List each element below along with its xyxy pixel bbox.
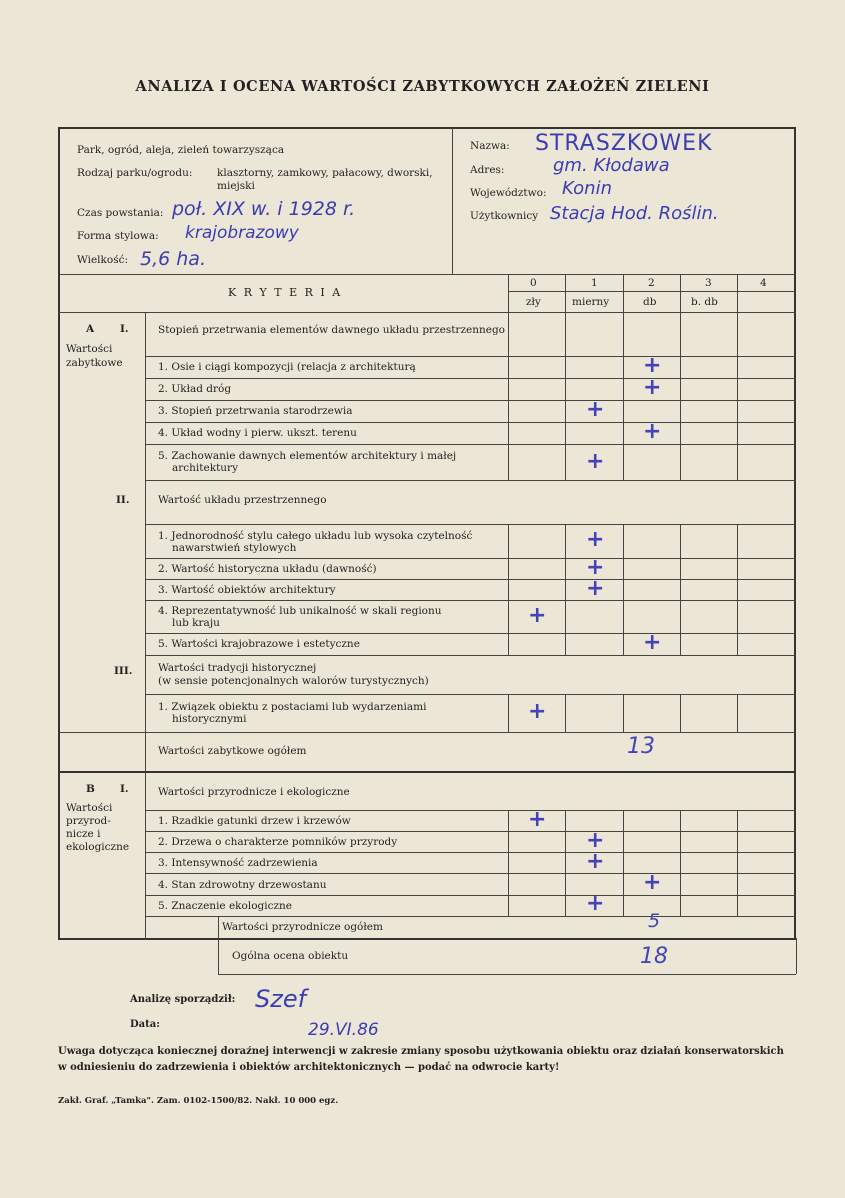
data-label: Data:: [130, 1019, 160, 1030]
item-b1-4: 4. Stan zdrowotny drzewostanu: [158, 879, 327, 891]
col-line-0a: [508, 274, 509, 356]
row-line: [145, 852, 796, 853]
col-line: [623, 694, 624, 732]
item-a2-1b: nawarstwień stylowych: [172, 542, 297, 554]
kryteria-label: K R Y T E R I A: [228, 286, 343, 299]
score-mark: +: [643, 353, 662, 378]
row-line: [145, 831, 796, 832]
col-line-4a: [737, 274, 738, 356]
section-a-total-value: 13: [627, 734, 655, 759]
forma-value: krajobrazowy: [185, 223, 299, 243]
item-b1-5: 5. Znaczenie ekologiczne: [158, 900, 293, 912]
row-line: [145, 916, 796, 917]
group-a1-title: Stopień przetrwania elementów dawnego układu przestrzennego: [158, 324, 505, 336]
section-b-total-value: 5: [648, 910, 661, 932]
section-a-total-label: Wartości zabytkowe ogółem: [158, 745, 307, 757]
rodzaj-options: klasztorny, zamkowy, pałacowy, dworski,: [217, 167, 433, 179]
col-line: [565, 356, 566, 480]
group-a2-roman: II.: [116, 494, 130, 506]
item-a1-4: 4. Układ wodny i pierw. ukszt. terenu: [158, 427, 357, 439]
czas-value: poł. XIX w. i 1928 r.: [172, 198, 356, 220]
item-a1-3: 3. Stopień przetrwania starodrzewia: [158, 405, 353, 417]
col-line: [565, 694, 566, 732]
item-b1-3: 3. Intensywność zadrzewienia: [158, 857, 318, 869]
wojewodztwo-value: Konin: [562, 178, 612, 199]
col-line: [508, 356, 509, 480]
scale-2-word: db: [643, 296, 657, 308]
overall-left-line: [218, 916, 219, 974]
uzytkownicy-value: Stacja Hod. Roślin.: [550, 203, 719, 224]
signature: Szef: [255, 985, 307, 1013]
score-mark: +: [586, 527, 605, 552]
score-mark: +: [586, 576, 605, 601]
section-b-name-2: przyrod-: [66, 815, 111, 827]
scale-0-num: 0: [530, 277, 537, 289]
overall-value: 18: [640, 944, 668, 969]
scale-1-num: 1: [591, 277, 598, 289]
wielkosc-label: Wielkość:: [77, 254, 129, 266]
col-line: [565, 524, 566, 655]
overall-right-line: [796, 938, 797, 974]
row-line: [145, 873, 796, 874]
row-line: [145, 444, 796, 445]
nazwa-label: Nazwa:: [470, 140, 510, 152]
group-a3-title-2: (w sensie potencjonalnych walorów turystycznych): [158, 675, 429, 687]
adres-label: Adres:: [470, 164, 505, 176]
score-mark: +: [528, 603, 547, 628]
col-line: [623, 524, 624, 655]
analiza-label: Analizę sporządził:: [130, 994, 236, 1005]
form-title: ANALIZA I OCENA WARTOŚCI ZABYTKOWYCH ZAŁOŻEŃ ZIELENI: [135, 78, 710, 95]
nazwa-value: STRASZKOWEK: [535, 131, 713, 156]
col-line: [623, 810, 624, 916]
scale-3-word: b. db: [691, 296, 718, 308]
row-line: [145, 378, 796, 379]
col-line: [680, 694, 681, 732]
section-separator: [58, 771, 796, 773]
col-line: [508, 694, 509, 732]
kryteria-bottom-line: [58, 312, 796, 313]
scale-3-num: 3: [705, 277, 712, 289]
row-line: [145, 810, 796, 811]
item-a3-1b: historycznymi: [172, 713, 247, 725]
col-line: [680, 356, 681, 480]
czas-label: Czas powstania:: [77, 207, 164, 219]
overall-bottom-line: [218, 974, 796, 975]
rodzaj-label: Rodzaj parku/ogrodu:: [77, 167, 193, 179]
row-line: [145, 694, 796, 695]
score-mark: +: [586, 397, 605, 422]
item-a2-2: 2. Wartość historyczna układu (dawność): [158, 563, 377, 575]
col-line: [565, 810, 566, 916]
row-line: [145, 356, 796, 357]
col-line: [737, 810, 738, 916]
section-b-total-label: Wartości przyrodnicze ogółem: [222, 921, 383, 933]
scale-0-word: zły: [526, 296, 541, 308]
row-line: [58, 732, 796, 733]
scale-1-word: mierny: [572, 296, 610, 308]
section-b-roman: I.: [120, 783, 129, 795]
row-line: [145, 400, 796, 401]
score-mark: +: [643, 870, 662, 895]
section-a-name-1: Wartości: [66, 343, 113, 355]
row-line: [145, 633, 796, 634]
col-line: [737, 694, 738, 732]
note-line-2: w odniesieniu do zadrzewienia i obiektów architektonicznych — podać na odwrocie karty!: [58, 1062, 560, 1073]
section-a-roman: I.: [120, 323, 129, 335]
kryteria-top-line: [58, 274, 796, 275]
overall-label: Ogólna ocena obiektu: [232, 950, 349, 962]
adres-value: gm. Kłodawa: [553, 155, 670, 176]
score-mark: +: [643, 630, 662, 655]
rodzaj-options-2: miejski: [217, 180, 255, 192]
scale-4-num: 4: [760, 277, 767, 289]
item-a3-1: 1. Związek obiektu z postaciami lub wydarzeniami: [158, 701, 427, 713]
col-line: [623, 356, 624, 480]
scale-2-num: 2: [648, 277, 655, 289]
row-line: [145, 579, 796, 580]
item-a2-4: 4. Reprezentatywność lub unikalność w skali regionu: [158, 605, 442, 617]
item-a2-5: 5. Wartości krajobrazowe i estetyczne: [158, 638, 360, 650]
row-line: [145, 422, 796, 423]
score-mark: +: [586, 449, 605, 474]
section-b-name-4: ekologiczne: [66, 841, 130, 853]
item-a1-5b: architektury: [172, 462, 239, 474]
print-info: Zakł. Graf. „Tamka". Zam. 0102-1500/82. Nakł. 10 000 egz.: [58, 1096, 339, 1106]
item-a1-2: 2. Układ dróg: [158, 383, 232, 395]
col-line: [737, 356, 738, 480]
group-a3-title-1: Wartości tradycji historycznej: [158, 662, 317, 674]
section-b-letter: B: [86, 783, 95, 795]
group-b1-title: Wartości przyrodnicze i ekologiczne: [158, 786, 350, 798]
row-line: [145, 895, 796, 896]
col-line: [680, 810, 681, 916]
score-mark: +: [586, 828, 605, 853]
row-line: [145, 524, 796, 525]
col-line-3a: [680, 274, 681, 356]
data-value: 29.VI.86: [308, 1020, 379, 1040]
col-line: [508, 810, 509, 916]
col-line: [508, 524, 509, 655]
item-b1-2: 2. Drzewa o charakterze pomników przyrody: [158, 836, 398, 848]
col-line: [737, 524, 738, 655]
item-a2-3: 3. Wartość obiektów architektury: [158, 584, 336, 596]
section-a-name-2: zabytkowe: [66, 357, 123, 369]
row-line: [145, 655, 796, 656]
item-a2-4b: lub kraju: [172, 617, 220, 629]
group-a2-title: Wartość układu przestrzennego: [158, 494, 327, 506]
col-line: [680, 524, 681, 655]
col-line-1a: [565, 274, 566, 356]
wojewodztwo-label: Województwo:: [470, 187, 547, 199]
park-type-label: Park, ogród, aleja, zieleń towarzysząca: [77, 144, 285, 156]
item-a1-1: 1. Osie i ciągi kompozycji (relacja z architekturą: [158, 361, 416, 373]
section-b-name-1: Wartości: [66, 802, 113, 814]
score-mark: +: [586, 849, 605, 874]
score-mark: +: [643, 419, 662, 444]
uzytkownicy-label: Użytkownicy: [470, 210, 539, 222]
category-divider: [145, 312, 146, 940]
header-divider: [452, 128, 453, 274]
item-b1-1: 1. Rzadkie gatunki drzew i krzewów: [158, 815, 351, 827]
note-line-1: Uwaga dotycząca koniecznej doraźnej interwencji w zakresie zmiany sposobu użytkowania obiektu oraz działań konserwatorskich: [58, 1046, 784, 1057]
score-mark: +: [586, 891, 605, 916]
forma-label: Forma stylowa:: [77, 230, 159, 242]
wielkosc-value: 5,6 ha.: [140, 248, 206, 270]
score-mark: +: [528, 807, 547, 832]
item-a2-1: 1. Jednorodność stylu całego układu lub wysoka czytelność: [158, 530, 473, 542]
kryteria-mid-line: [508, 291, 796, 292]
row-line: [145, 480, 796, 481]
row-line: [145, 558, 796, 559]
score-mark: +: [528, 699, 547, 724]
group-a3-roman: III.: [114, 665, 133, 677]
section-b-name-3: nicze i: [66, 828, 101, 840]
section-a-letter: A: [86, 323, 95, 335]
score-mark: +: [586, 555, 605, 580]
col-line-2a: [623, 274, 624, 356]
item-a1-5: 5. Zachowanie dawnych elementów architektury i małej: [158, 450, 457, 462]
score-mark: +: [643, 375, 662, 400]
row-line: [145, 600, 796, 601]
